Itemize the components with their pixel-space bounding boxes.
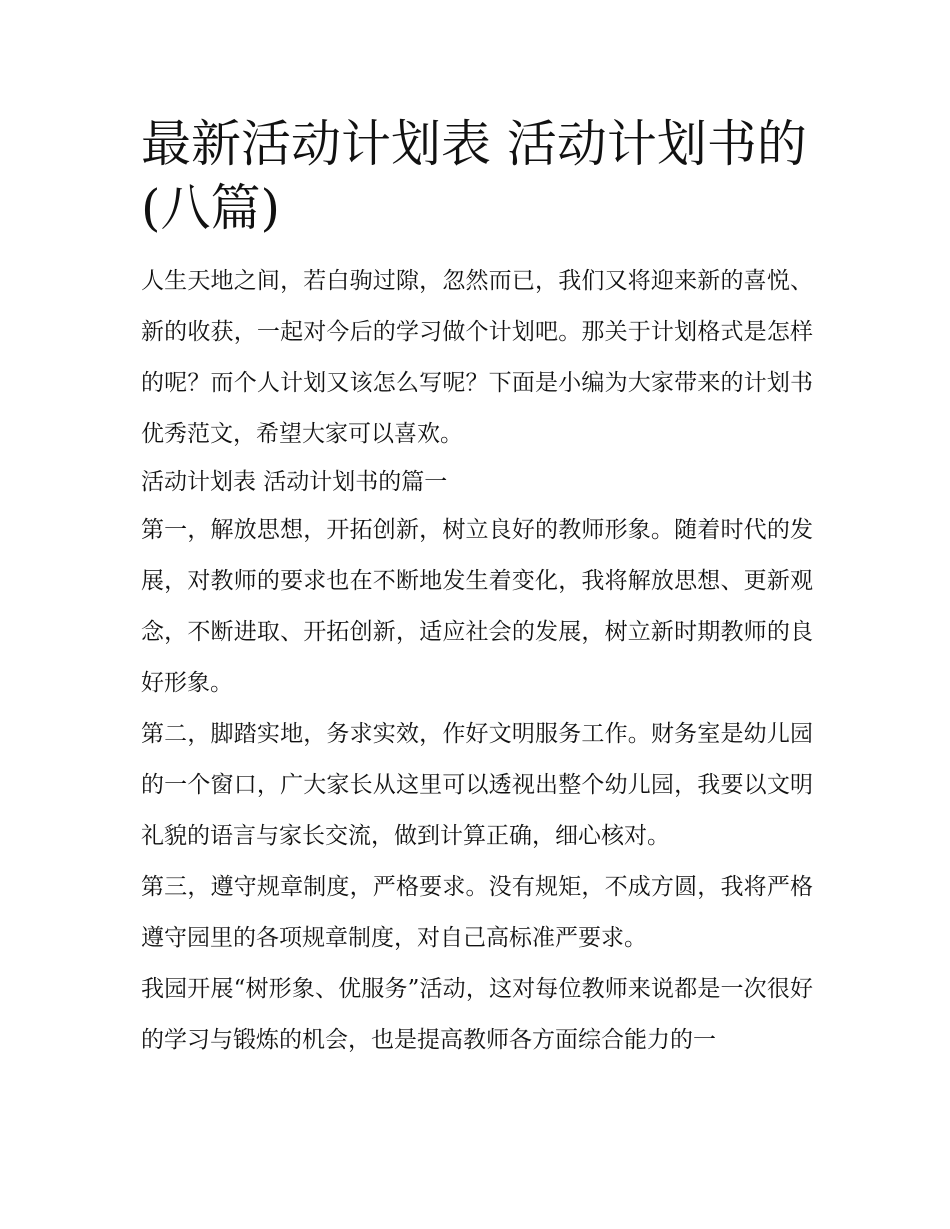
intro-paragraph: 人生天地之间，若白驹过隙，忽然而已，我们又将迎来新的喜悦、新的收获，一起对今后的学习做个计划吧。那关于计划格式是怎样的呢？而个人计划又该怎么写呢？下面是小编为大家带来的计划书优秀范文，希望大家可以喜欢。 <box>141 268 813 447</box>
section-heading: 活动计划表 活动计划书的篇一 <box>141 469 448 495</box>
document-title: 最新活动计划表 活动计划书的(八篇) <box>141 115 807 237</box>
paragraph-point-one: 第一，解放思想，开拓创新，树立良好的教师形象。随着时代的发展，对教师的要求也在不断地发生着变化，我将解放思想、更新观念，不断进取、开拓创新，适应社会的发展，树立新时期教师的良好形象。 <box>141 517 813 696</box>
paragraph-point-three: 第三，遵守规章制度，严格要求。没有规矩，不成方圆，我将严格遵守园里的各项规章制度，对自己高标准严要求。 <box>141 874 813 951</box>
document-body <box>141 256 813 1066</box>
paragraph-activity: 我园开展“树形象、优服务”活动，这对每位教师来说都是一次很好的学习与锻炼的机会，也是提高教师各方面综合能力的一 <box>141 976 813 1053</box>
document-page <box>141 112 813 1066</box>
paragraph-point-two: 第二，脚踏实地，务求实效，作好文明服务工作。财务室是幼儿园的一个窗口，广大家长从这里可以透视出整个幼儿园，我要以文明礼貌的语言与家长交流，做到计算正确，细心核对。 <box>141 721 813 849</box>
